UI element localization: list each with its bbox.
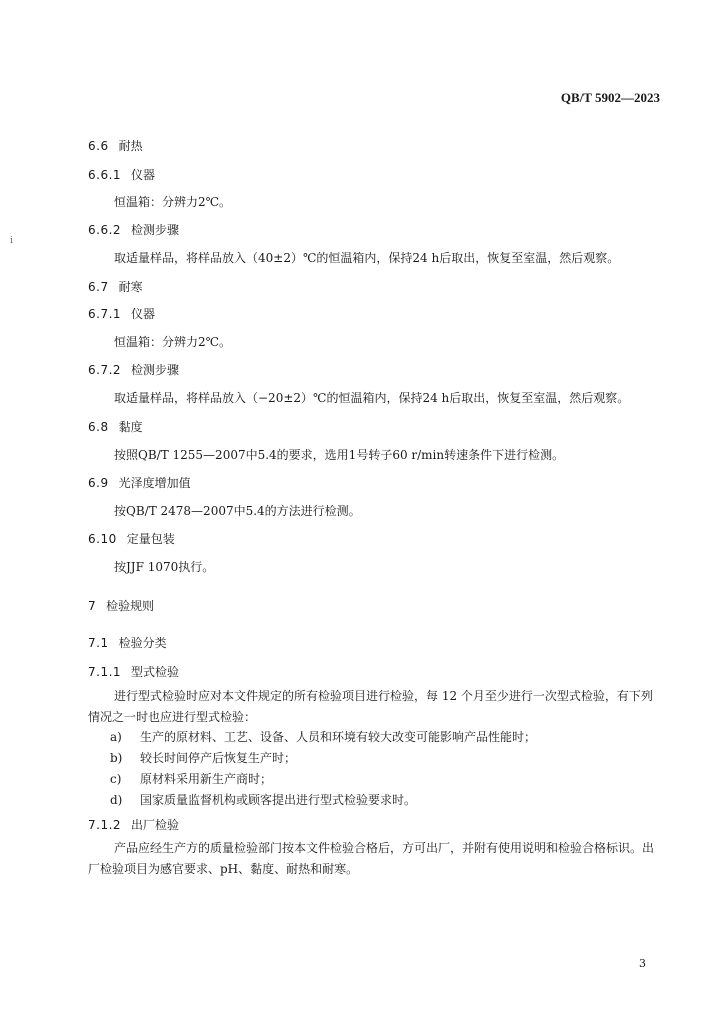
paragraph: 按QB/T 2478—2007中5.4的方法进行检测。 — [114, 504, 361, 518]
section-heading-6-7: 6.7 耐寒 — [88, 280, 143, 294]
section-heading-6-7-2: 6.7.2 检测步骤 — [88, 363, 180, 377]
section-heading-7-1-1: 7.1.1 型式检验 — [88, 665, 180, 679]
list-item: a) 生产的原材料、工艺、设备、人员和环境有较大改变可能影响产品性能时； — [110, 730, 537, 744]
section-heading-7-1: 7.1 检验分类 — [88, 636, 167, 650]
margin-mark: i — [10, 236, 13, 246]
paragraph: 按照QB/T 1255—2007中5.4的要求，选用1号转子60 r/min转速条件下进行检测。 — [114, 448, 565, 462]
list-item: c) 原材料采用新生产商时； — [110, 772, 273, 786]
type-inspection-intro: 进行型式检验时应对本文件规定的所有检验项目进行检验，每 12 个月至少进行一次型式检验，有下列情况之一时也应进行型式检验： — [88, 689, 653, 724]
section-heading-6-10: 6.10 定量包装 — [88, 532, 175, 546]
paragraph: 取适量样品，将样品放入（−20±2）℃的恒温箱内，保持24 h后取出，恢复至室温，然后观察。 — [114, 391, 630, 405]
section-heading-6-6-1: 6.6.1 仪器 — [88, 168, 156, 182]
paragraph: 恒温箱：分辨力2℃。 — [114, 335, 232, 349]
paragraph: 按JJF 1070执行。 — [114, 560, 215, 574]
paragraph: 恒温箱：分辨力2℃。 — [114, 195, 232, 209]
section-heading-6-6-2: 6.6.2 检测步骤 — [88, 223, 180, 237]
factory-inspection-text: 产品应经生产方的质量检验部门按本文件检验合格后，方可出厂，并附有使用说明和检验合格标识。出厂检验项目为感官要求、pH、黏度、耐热和耐寒。 — [88, 841, 655, 876]
page-number: 3 — [639, 957, 646, 970]
section-heading-6-6: 6.6 耐热 — [88, 139, 143, 153]
section-heading-7: 7 检验规则 — [88, 599, 155, 613]
list-item: b) 较长时间停产后恢复生产时； — [110, 751, 297, 765]
paragraph: 取适量样品，将样品放入（40±2）℃的恒温箱内，保持24 h后取出，恢复至室温，然后观察。 — [114, 251, 620, 265]
section-heading-6-7-1: 6.7.1 仪器 — [88, 307, 156, 321]
section-heading-6-8: 6.8 黏度 — [88, 420, 143, 434]
list-item: d) 国家质量监督机构或顾客提出进行型式检验要求时。 — [110, 793, 417, 807]
section-heading-6-9: 6.9 光泽度增加值 — [88, 476, 191, 490]
standard-number: QB/T 5902—2023 — [560, 90, 660, 105]
section-heading-7-1-2: 7.1.2 出厂检验 — [88, 818, 180, 832]
